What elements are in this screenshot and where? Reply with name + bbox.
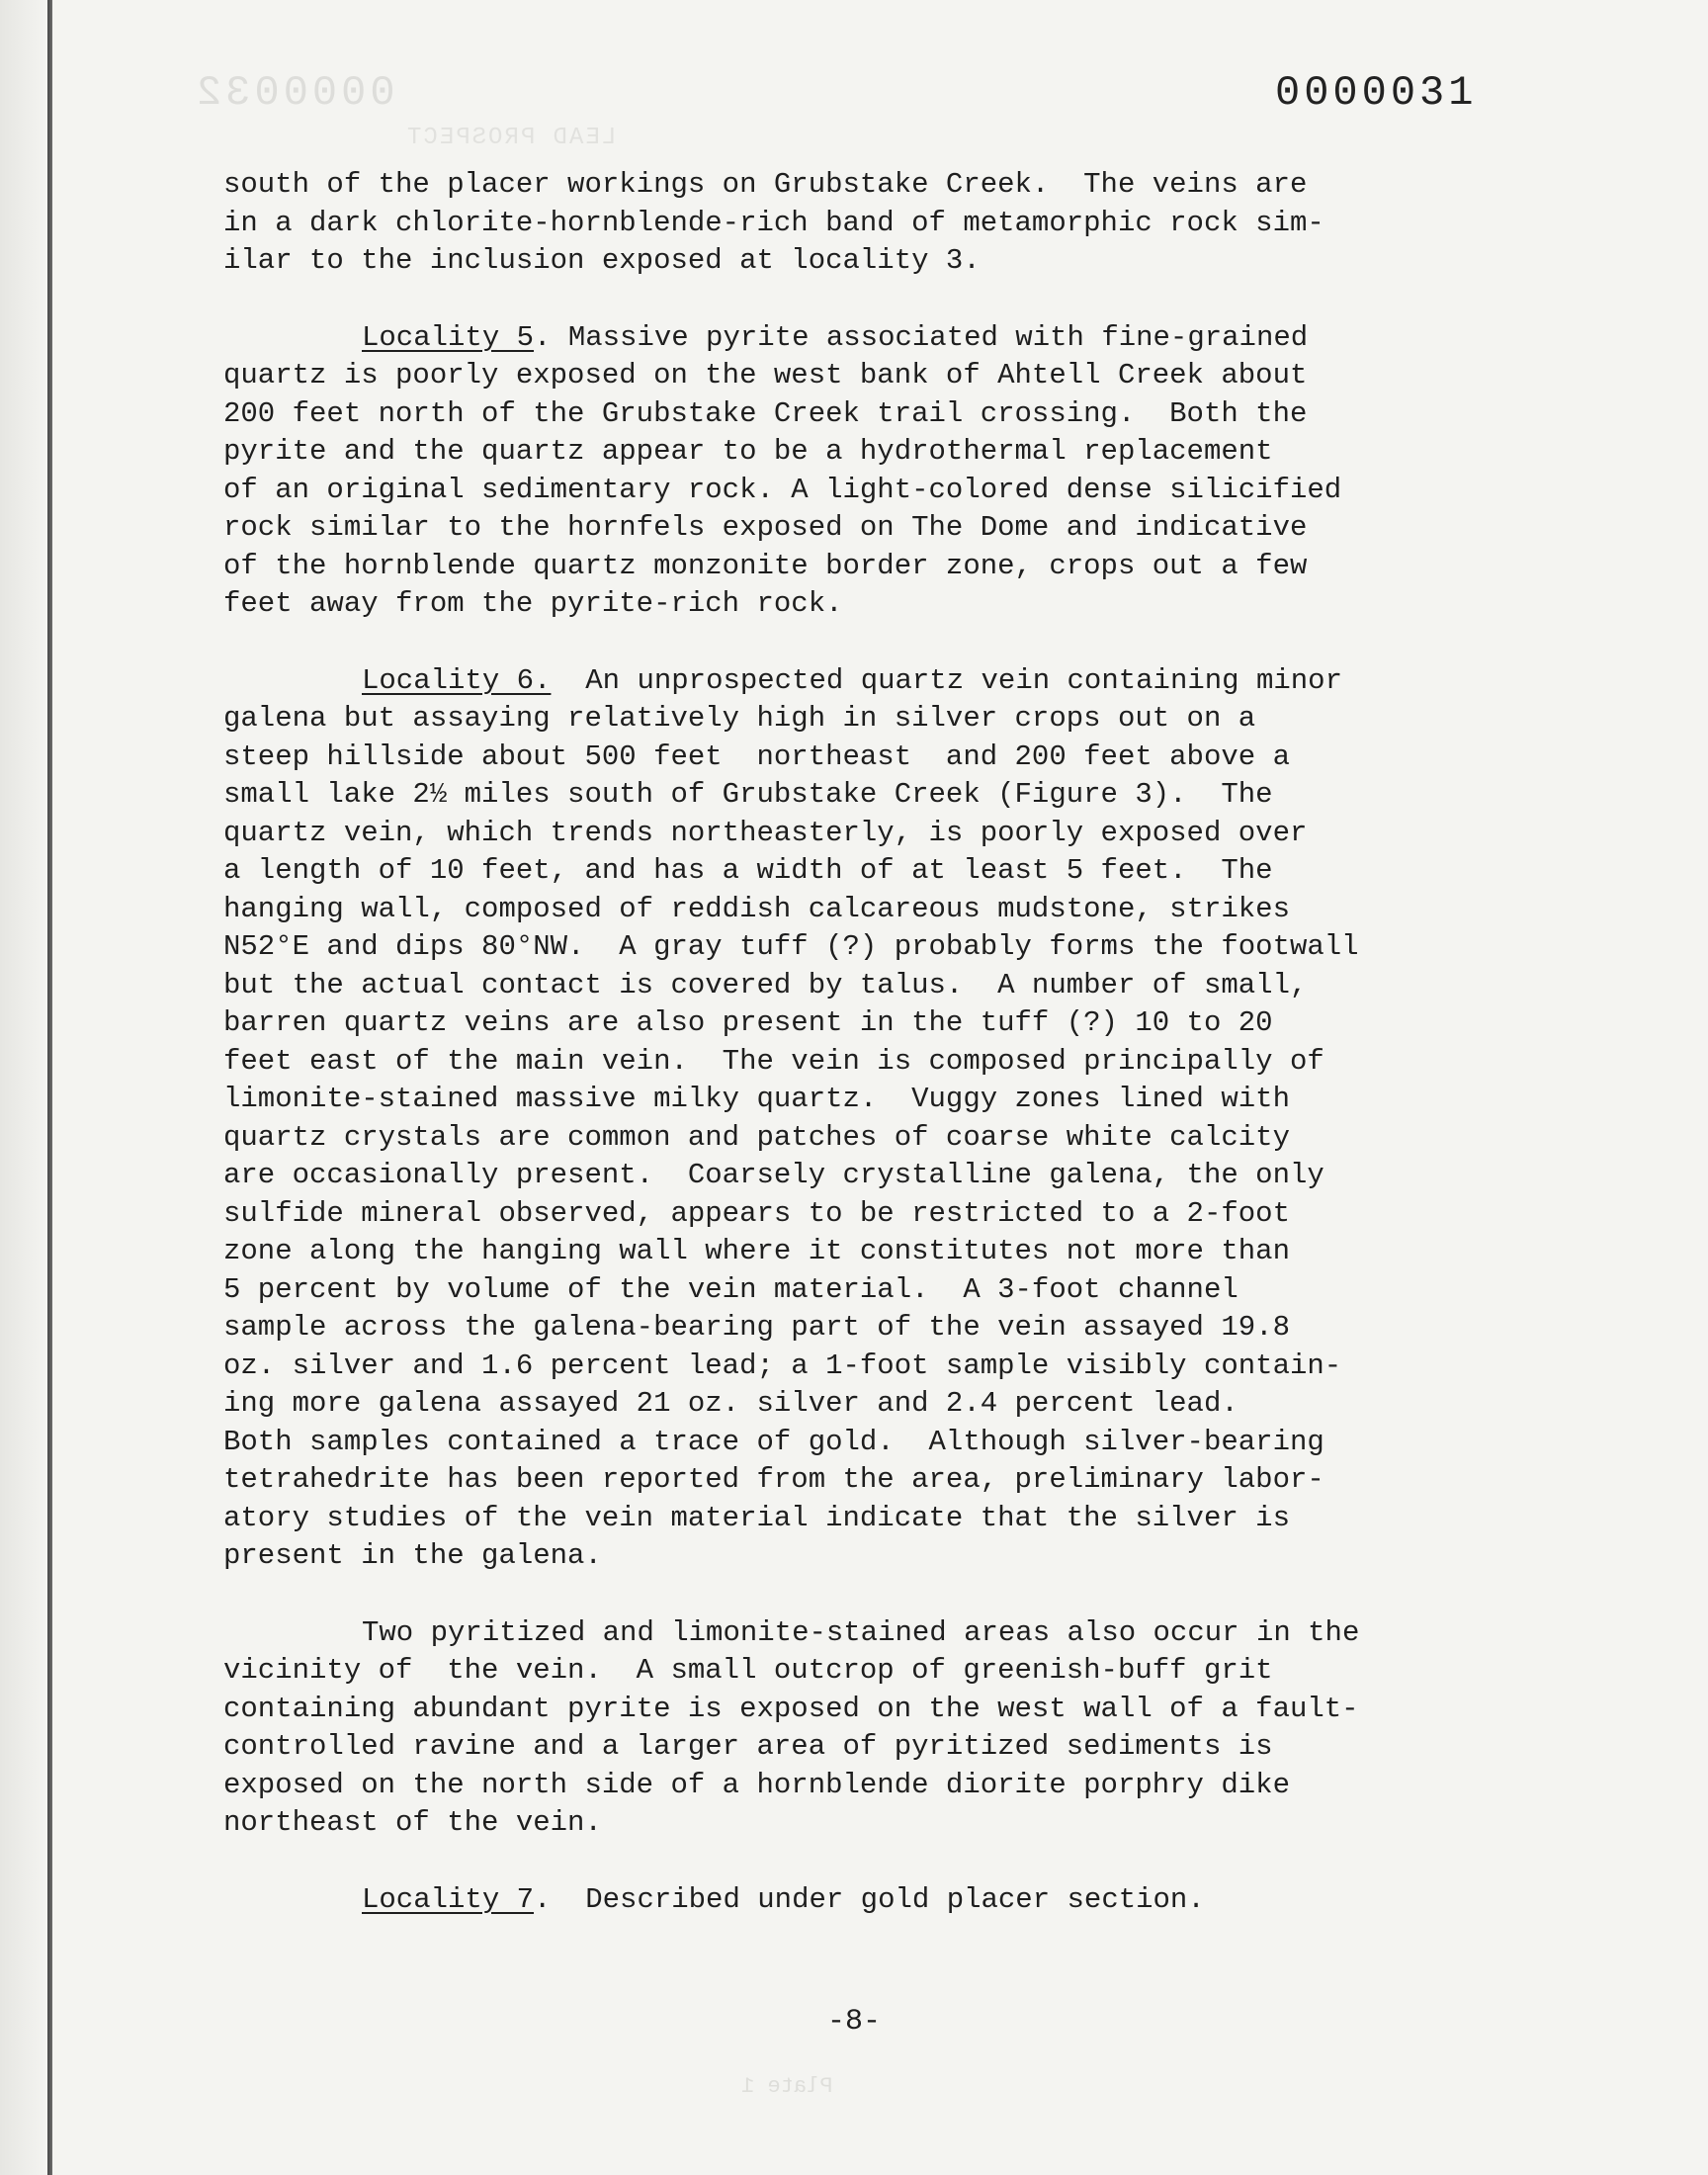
paragraph-pyritized-areas: [223, 1614, 1568, 1843]
paragraph-continuation: [223, 166, 1568, 281]
paragraph-body: galena but assaying relatively high in silver crops out on a steep hillside about 500 feet northeast and 200 feet above a small lake 2½ miles south of Grubstake Creek (Figure 3). The quartz vein, which trends northeasterly, is poorly exposed over a length of 10 feet, and has a width of at least 5 feet. The hanging wall, composed of reddish calcareous mudstone, strikes N52°E and dips 80°NW. A gray tuff (?) probably forms the footwall but the actual contact is covered by talus. A number of small, barren quartz veins are also present in the tuff (?) 10 to 20 feet east of the main vein. The vein is composed principally of limonite-stained massive milky quartz. Vuggy zones lined with quartz crystals are common and patches of coarse white calcity are occasionally present. Coarsely crystalline galena, the only sulfide mineral observed, appears to be restricted to a 2-foot zone along the hanging wall where it constitutes not more than 5 percent by volume of the vein material. A 3-foot channel sample across the galena-bearing part of the vein assayed 19.8 oz. silver and 1.6 percent lead; a 1-foot sample visibly contain- ing more galena assayed 21 oz. silver and 2.4 percent lead. Both samples contained a trace of gold. Although silver-bearing tetrahedrite has been reported from the area, preliminary labor- atory studies of the vein material indicate that the silver is present in the galena.: [223, 702, 1359, 1572]
binding-edge: [47, 0, 52, 2175]
paragraph-first-line: . Described under gold placer section.: [534, 1882, 1205, 1916]
bleed-through-footer: Plate 1: [741, 2074, 833, 2099]
paragraph-body: vicinity of the vein. A small outcrop of greenish-buff grit containing abundant pyrite is exposed on the west wall of a fault- controlled ravine and a larger area of pyritized sediments is exposed on the north side of a hornblende diorite porphry dike northeast of the vein.: [223, 1654, 1359, 1839]
paragraph-locality-5: [223, 319, 1568, 624]
document-number: 0000031: [1275, 69, 1478, 117]
binding-shadow: [0, 0, 47, 2175]
locality-6-heading: Locality 6.: [362, 663, 552, 697]
page-number: -8-: [826, 2005, 881, 2039]
locality-7-heading: Locality 7: [362, 1882, 535, 1916]
paragraph-locality-7: [223, 1881, 1568, 1920]
paragraph-first-line: south of the placer workings on Grubstake Creek. The veins are: [223, 168, 1308, 201]
body-text: [223, 166, 1568, 1919]
bleed-through-number: 0000032: [193, 69, 395, 117]
paragraph-body: quartz is poorly exposed on the west bank of Ahtell Creek about 200 feet north of the Grubstake Creek trail crossing. Both the pyrite and the quartz appear to be a hydrothermal replacement of an original sedimentary rock. A light-colored dense silicified rock similar to the hornfels exposed on The Dome and indicative of the hornblende quartz monzonite border zone, crops out a few feet away from the pyrite-rich rock.: [223, 359, 1342, 620]
bleed-through-heading: LEAD PROSPECT: [405, 125, 617, 151]
paragraph-first-line: Two pyritized and limonite-stained areas also occur in the: [362, 1615, 1360, 1649]
paragraph-first-line: . Massive pyrite associated with fine-grained: [534, 320, 1309, 354]
paragraph-first-line: An unprospected quartz vein containing minor: [551, 663, 1342, 697]
paragraph-body: in a dark chlorite-hornblende-rich band of metamorphic rock sim- ilar to the inclusion exposed at locality 3.: [223, 206, 1324, 277]
locality-5-heading: Locality 5: [362, 320, 535, 354]
paragraph-locality-6: [223, 662, 1568, 1576]
